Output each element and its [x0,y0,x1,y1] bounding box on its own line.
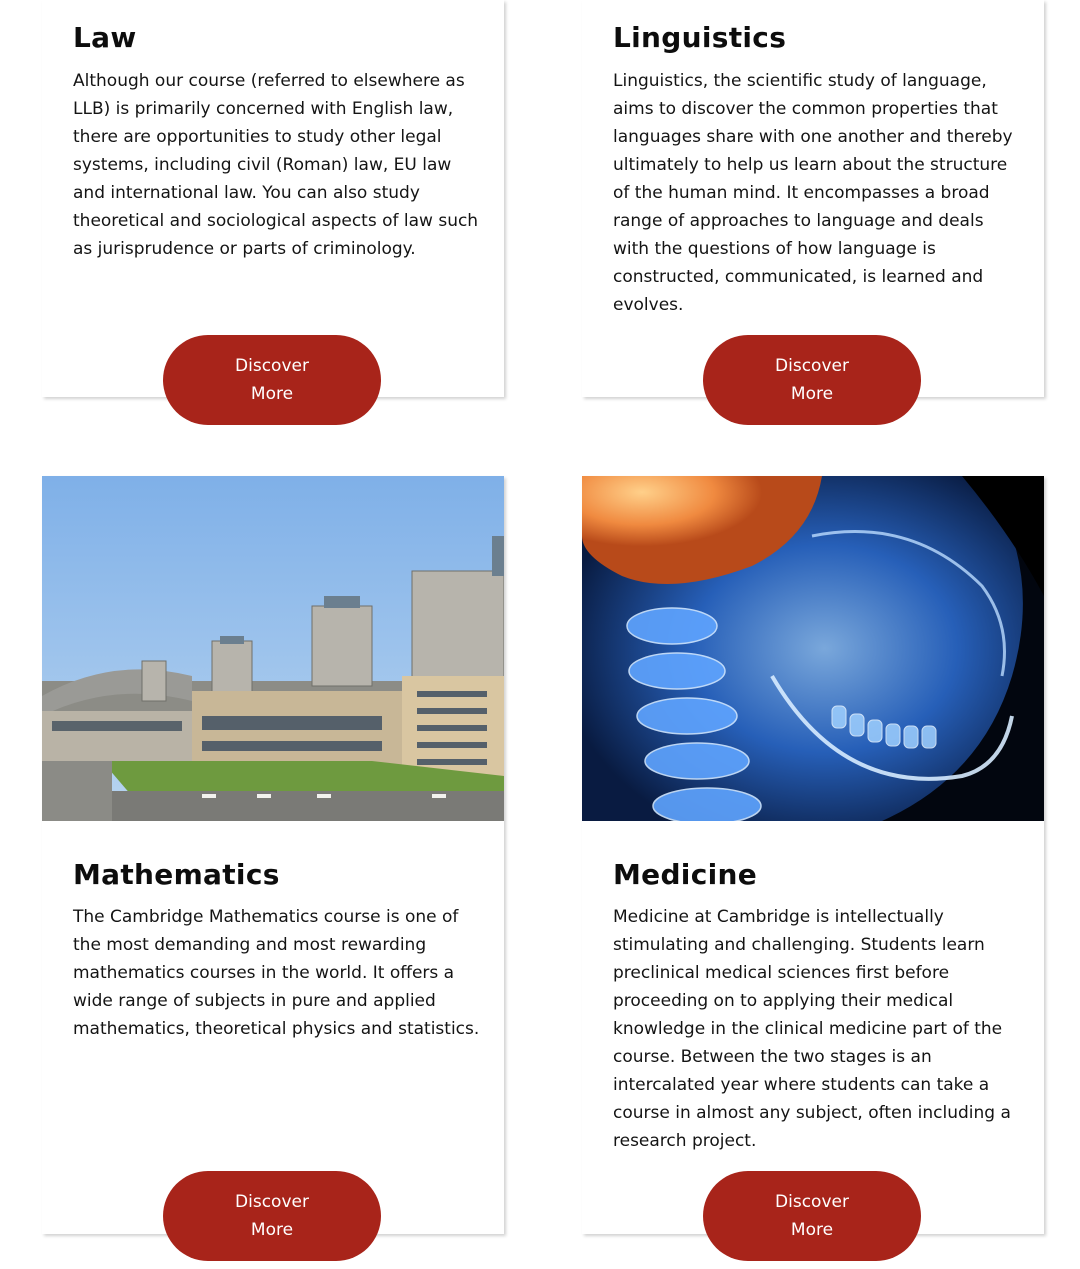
course-card-law [42,0,504,404]
card-title: Linguistics [613,21,787,54]
card-title: Mathematics [73,858,280,891]
button-label: Discover More [235,1192,309,1240]
course-card-mathematics [42,476,504,1240]
card-description: Linguistics, the scientific study of language, aims to discover the common properties that languages share with one another and thereby ultimately to help us learn about the structure of the human mind. It encompasses a broad range of approaches to language and deals with the questions of how language is constructed, communicated, is learned and evolves. [613,71,1013,315]
card-title: Medicine [613,858,758,891]
mathematics-building-image [42,476,504,821]
discover-more-button[interactable] [703,335,921,425]
card-title: Law [73,21,137,54]
card-description: Although our course (referred to elsewhere as LLB) is primarily concerned with English law, there are opportunities to study other legal systems, including civil (Roman) law, EU law and international law. You can also study theoretical and sociological aspects of law such as jurisprudence or parts of criminology. [73,71,479,259]
button-label: Discover More [235,356,309,404]
button-label: Discover More [775,356,849,404]
button-label: Discover More [775,1192,849,1240]
discover-more-button[interactable] [703,1171,921,1261]
discover-more-button[interactable] [163,1171,381,1261]
card-description: The Cambridge Mathematics course is one of the most demanding and most rewarding mathematics courses in the world. It offers a wide range of subjects in pure and applied mathematics, theoretical physics and statistics. [73,907,480,1039]
discover-more-button[interactable] [163,335,381,425]
xray-skull-spine-image [582,476,1044,821]
course-card-linguistics [582,0,1044,404]
card-description: Medicine at Cambridge is intellectually stimulating and challenging. Students learn preclinical medical sciences first before proceeding on to applying their medical knowledge in the clinical medicine part of the course. Between the two stages is an intercalated year where students can take a course in almost any subject, often including a research project. [613,907,1011,1151]
course-card-medicine [582,476,1044,1240]
